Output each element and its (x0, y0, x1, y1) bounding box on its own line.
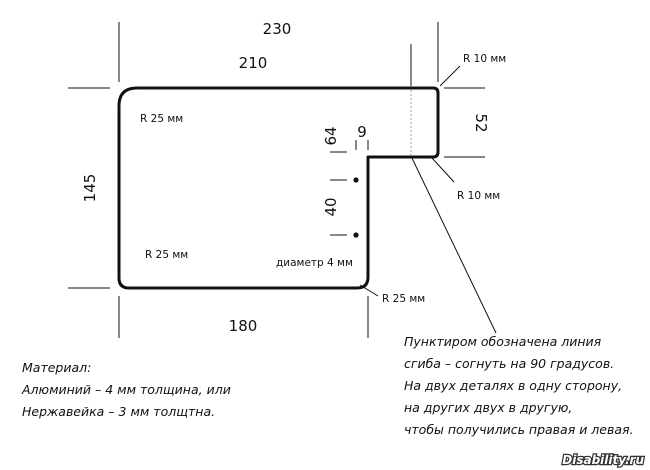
dim-180: 180 (228, 317, 258, 335)
bend-note-line-1: Пунктиром обозначена линия (404, 334, 602, 349)
leader-notch (432, 158, 454, 182)
dim-145: 145 (81, 173, 99, 203)
material-note-line-1: Материал: (22, 360, 92, 375)
radius-label-top-right: R 10 мм (463, 53, 507, 65)
dim-40: 40 (322, 197, 340, 217)
material-note-line-3: Нержавейка – 3 мм толщтна. (22, 404, 216, 419)
bend-note-line-2: сгиба – согнуть на 90 градусов. (404, 356, 615, 371)
dim-230: 230 (262, 20, 292, 38)
bend-note-line-4: на других двух в другую, (404, 400, 573, 415)
hole-bottom (353, 232, 358, 237)
leader-bend-note (411, 156, 496, 333)
hole-diameter-label: диаметр 4 мм (276, 257, 353, 269)
radius-label-top-left: R 25 мм (140, 113, 184, 125)
dim-64: 64 (322, 126, 340, 146)
radius-label-bottom-right: R 25 мм (382, 293, 426, 305)
bend-note-line-5: чтобы получились правая и левая. (404, 422, 634, 437)
dim-52: 52 (472, 113, 490, 133)
leader-bottom-right (360, 285, 378, 296)
leader-top-right (440, 66, 460, 86)
dim-9: 9 (357, 123, 367, 141)
material-note-line-2: Алюминий – 4 мм толщина, или (22, 382, 231, 397)
bend-note-line-3: На двух деталях в одну сторону, (404, 378, 623, 393)
radius-label-notch: R 10 мм (457, 190, 501, 202)
dim-210: 210 (238, 54, 268, 72)
watermark: Disability.ru (562, 453, 644, 467)
radius-label-bottom-left: R 25 мм (145, 249, 189, 261)
hole-top (353, 177, 358, 182)
